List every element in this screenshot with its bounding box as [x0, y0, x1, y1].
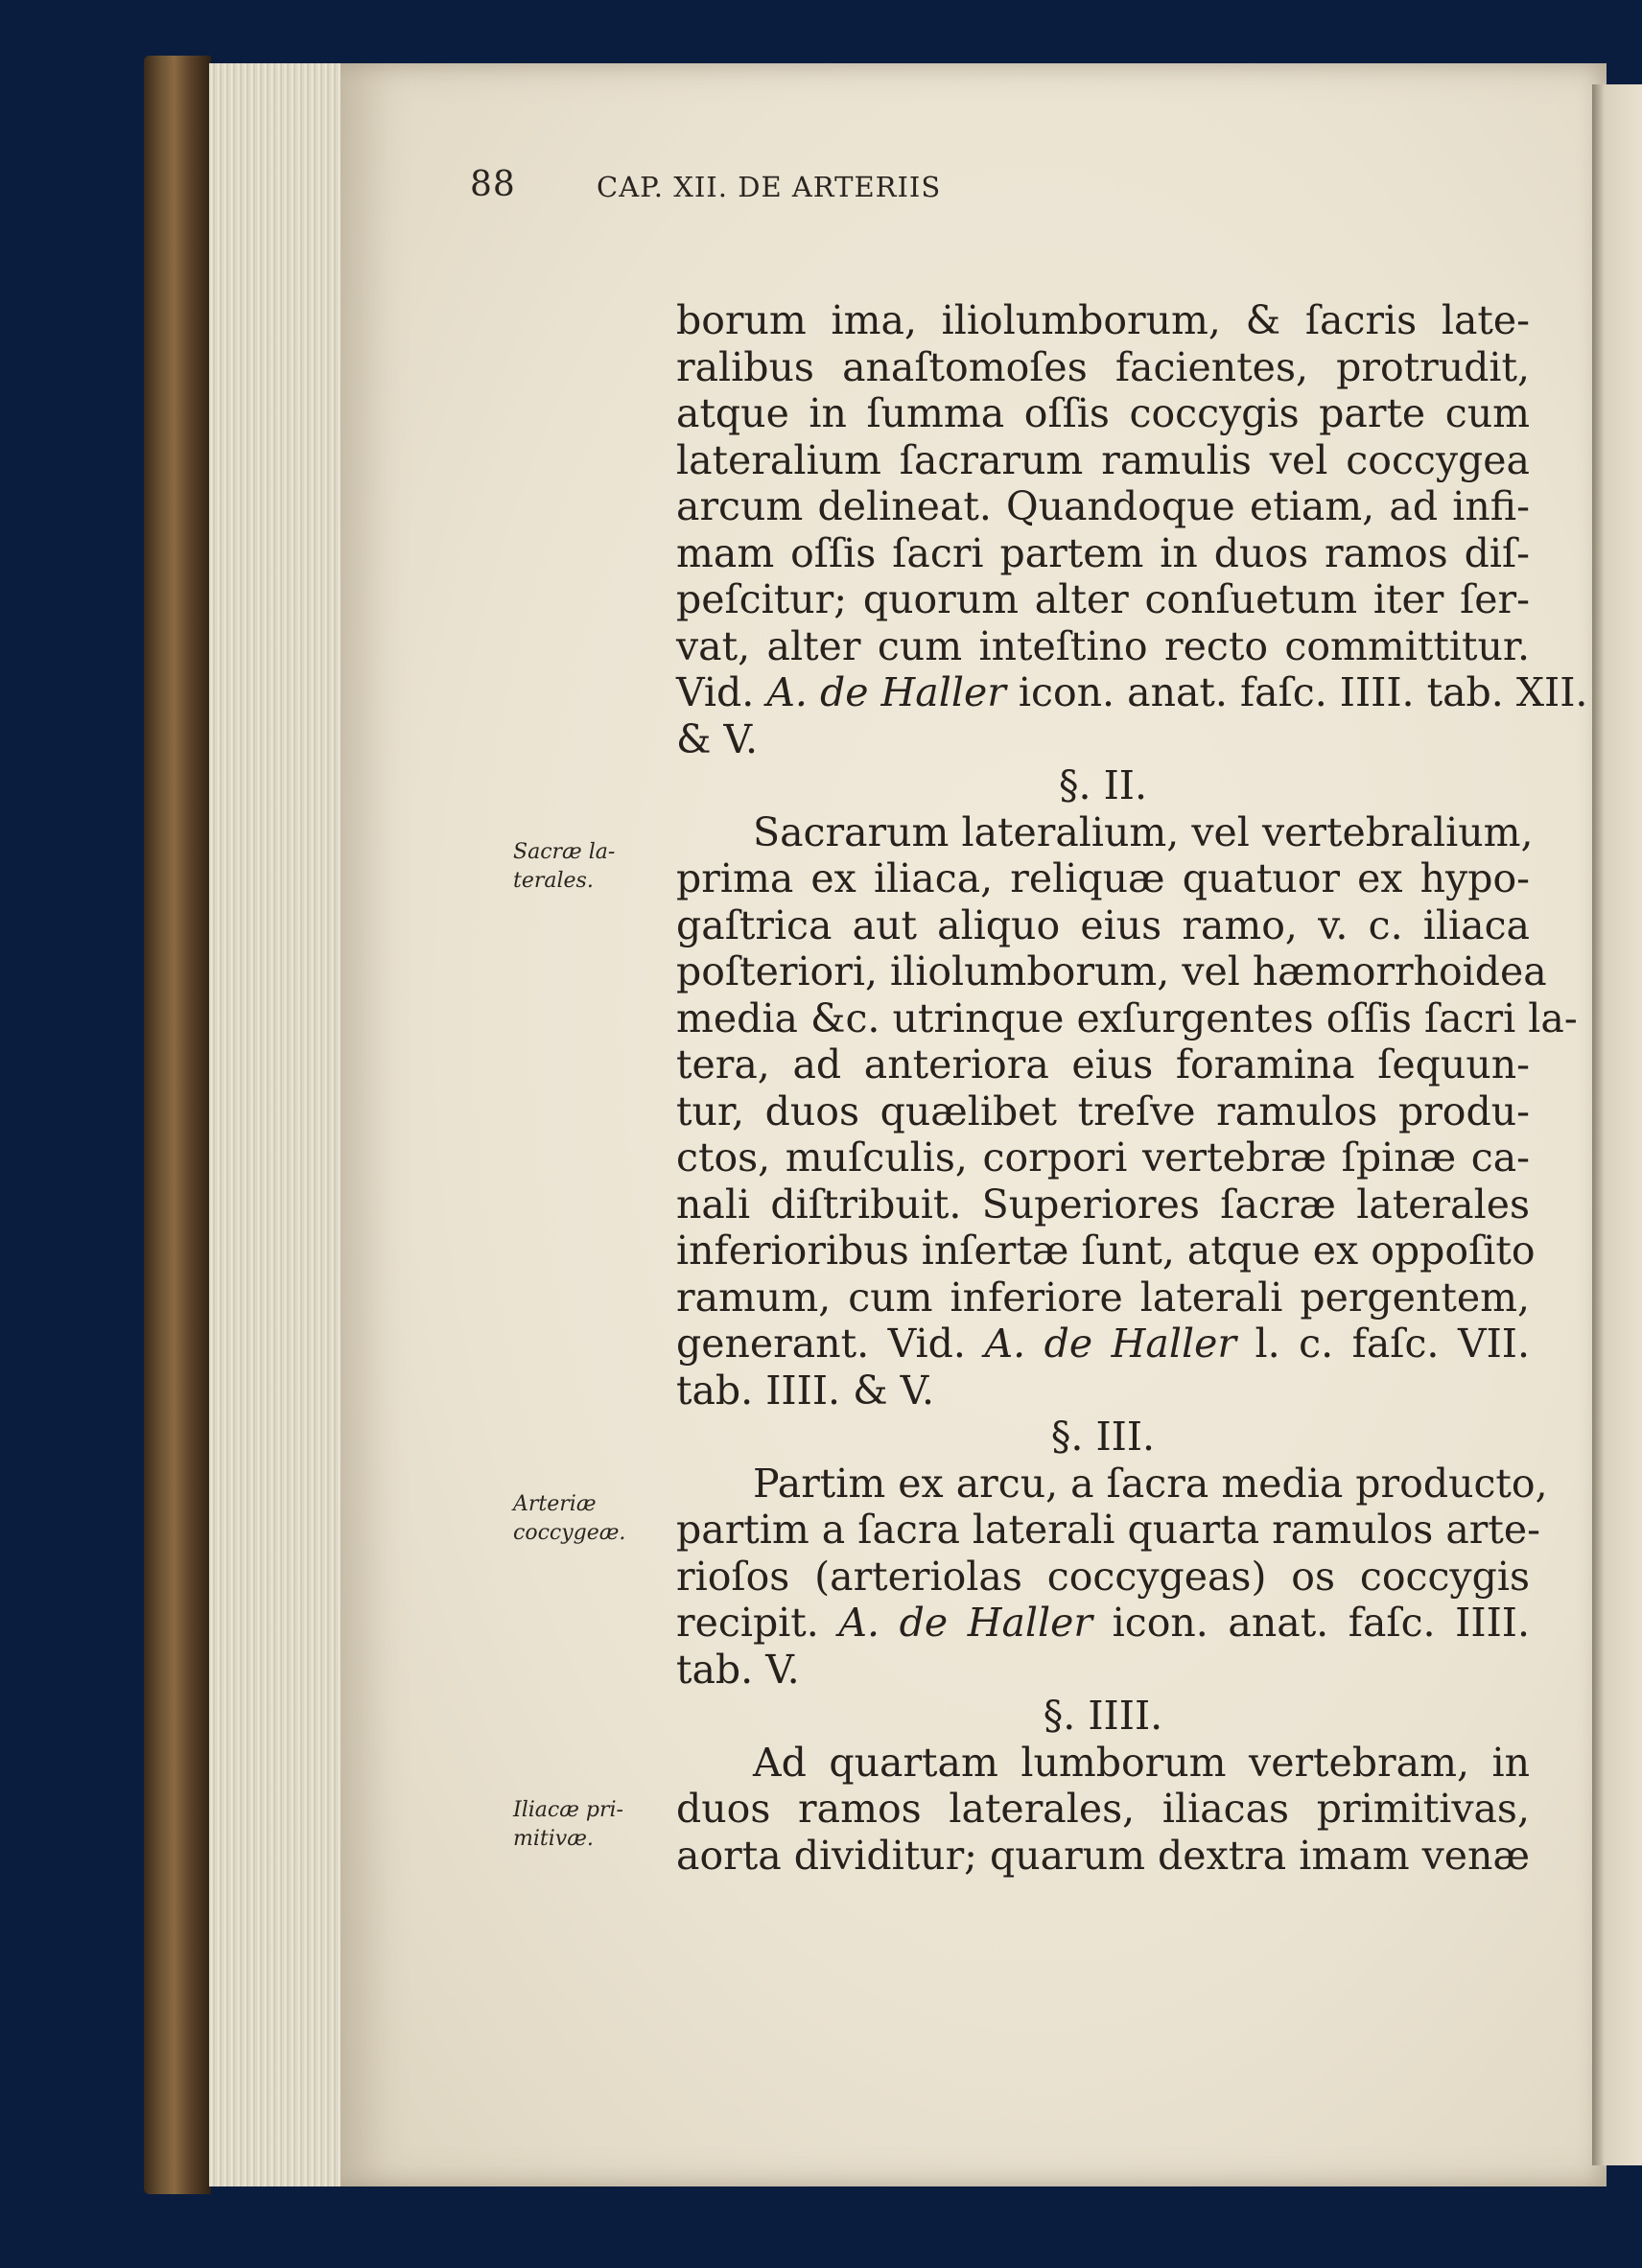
body-text	[676, 297, 1588, 1879]
text-line: vat, alter cum inteſtino recto committitur.	[676, 622, 1530, 669]
text-line: duos ramos laterales, iliacas primitivas,	[676, 1786, 1530, 1832]
citation-author: A. de Haller	[766, 669, 1006, 715]
text-line: Sacrarum lateralium, vel vertebralium,	[753, 808, 1534, 855]
book-cover-edge	[144, 56, 211, 2194]
text-line: mam oſſis ſacri partem in duos ramos diſ-	[676, 529, 1530, 576]
page-stack-edge	[209, 63, 343, 2186]
text-line: tur, duos quælibet treſve ramulos produ-	[676, 1087, 1530, 1134]
citation-author: A. de Haller	[838, 1600, 1093, 1646]
running-title: CAP. XII. DE ARTERIIS	[597, 171, 942, 203]
text-line: Partim ex arcu, a ſacra media producto,	[753, 1460, 1548, 1507]
text-line: ctos, muſculis, corpori vertebræ ſpinæ ca-	[676, 1134, 1530, 1181]
margin-note-iliacae-primitivae: Iliacæ pri- mitivæ.	[513, 1798, 623, 1851]
facing-page-edge	[1592, 84, 1642, 2165]
section-heading-3: §. III.	[1050, 1414, 1156, 1460]
citation-line: recipit. A. de Haller icon. anat. faſc. IIII.	[676, 1600, 1530, 1646]
text-line: prima ex iliaca, reliquæ quatuor ex hypo-	[676, 855, 1530, 901]
citation-line: Vid. A. de Haller icon. anat. faſc. IIII. tab. XII.	[676, 669, 1588, 715]
text-line: arcum delineat. Quandoque etiam, ad infi-	[676, 483, 1530, 529]
text-line: poſteriori, iliolumborum, vel hæmorrhoidea	[676, 948, 1547, 994]
page-number: 88	[470, 165, 516, 204]
text-line: nali diſtribuit. Superiores ſacræ laterales	[676, 1181, 1530, 1228]
margin-note-sacrae-laterales: Sacræ la- terales.	[513, 840, 616, 893]
margin-note-arteriae-coccygeae: Arteriæ coccygeæ.	[513, 1492, 626, 1545]
text-line: gaſtrica aut aliquo eius ramo, v. c. iliaca	[676, 901, 1530, 948]
text-line: rioſos (arteriolas coccygeas) os coccygis	[676, 1553, 1530, 1600]
citation-author: A. de Haller	[984, 1321, 1236, 1367]
text-line: lateralium ſacrarum ramulis vel coccygea	[676, 436, 1530, 483]
text-line: partim a ſacra laterali quarta ramulos arte-	[676, 1507, 1540, 1553]
text-line: borum ima, iliolumborum, & ſacris late-	[676, 297, 1530, 343]
text-line: Ad quartam lumborum vertebram, in	[753, 1739, 1530, 1786]
text-line: tab. V.	[676, 1646, 800, 1693]
text-line: aorta dividitur; quarum dextra imam venæ	[676, 1832, 1530, 1879]
text-line: media &c. utrinque exſurgentes oſſis ſacri la-	[676, 994, 1578, 1041]
text-line: peſcitur; quorum alter conſuetum iter ſer-	[676, 576, 1530, 622]
text-line: ralibus anaſtomoſes facientes, protrudit,	[676, 343, 1530, 390]
text-line: inferioribus inſertæ ſunt, atque ex oppoſito	[676, 1228, 1536, 1274]
section-heading-4: §. IIII.	[1043, 1693, 1163, 1739]
citation-line: generant. Vid. A. de Haller l. c. faſc. VII.	[676, 1321, 1530, 1367]
text-line: & V.	[676, 715, 759, 762]
section-heading-2: §. II.	[1059, 762, 1147, 808]
page-header	[470, 165, 1304, 213]
text-line: atque in ſumma oſſis coccygis parte cum	[676, 390, 1530, 436]
text-line: ramum, cum inferiore laterali pergentem,	[676, 1274, 1530, 1321]
text-line: tera, ad anteriora eius foramina ſequun-	[676, 1041, 1530, 1087]
text-line: tab. IIII. & V.	[676, 1367, 935, 1414]
